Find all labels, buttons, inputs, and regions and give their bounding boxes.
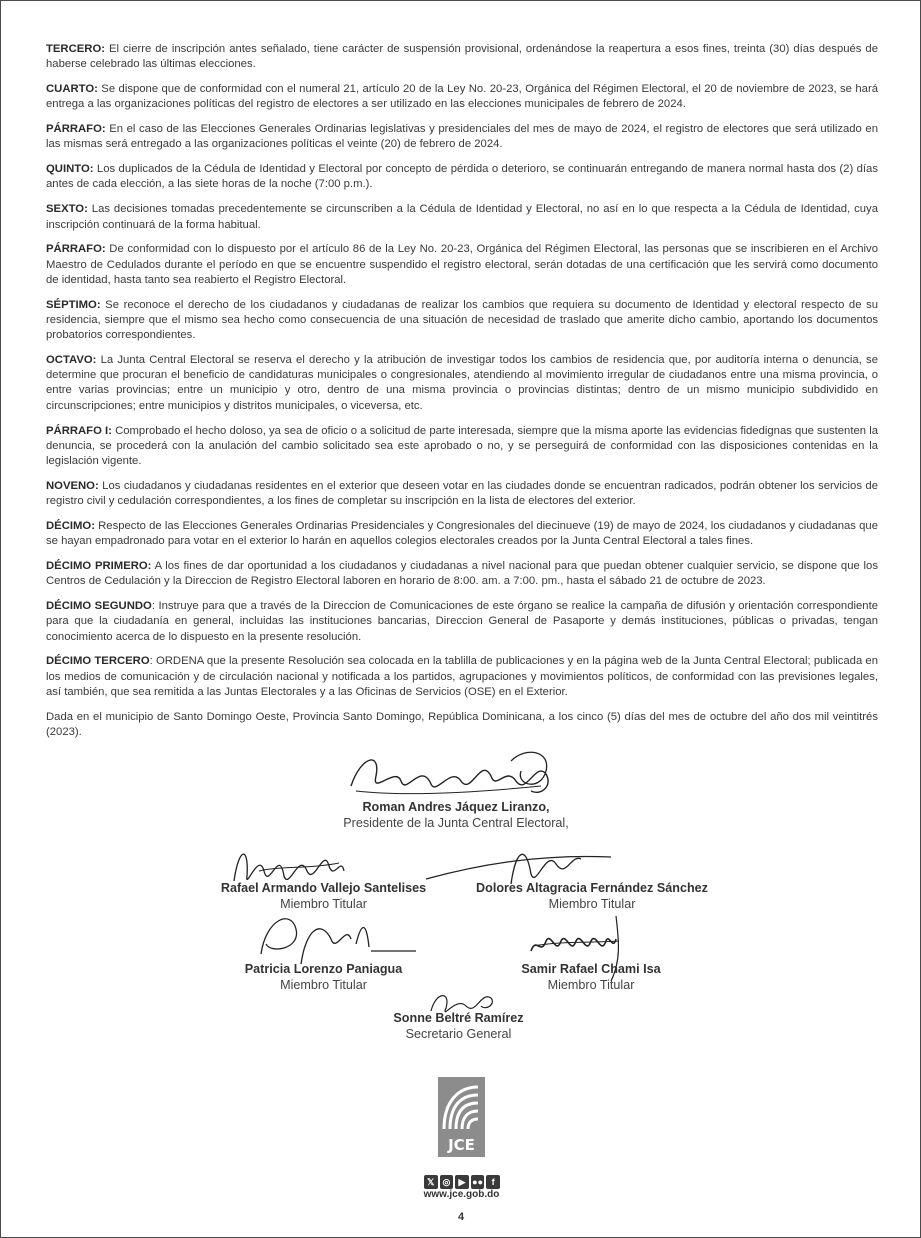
article-text: De conformidad con lo dispuesto por el artículo 86 de la Ley No. 20-23, Orgánica del Régimen Electoral, las personas que se inscribieren en el Archivo Maestro de Cedulados durante el período en que se encuentre suspendido el registro electoral, serán dotadas de una certificación que les servirá como documento de identidad, hasta tanto sea reabierto el Registro Electoral. (46, 243, 878, 286)
article-text: : Instruye para que a través de la Direccion de Comunicaciones de este órgano se realice la campaña de difusión y orientación correspondiente para que la ciudadanía en general, incluidas las instituciones bancarias, Direccion General de Pasaporte y demás instituciones, públicas o privadas, tengan conocimiento acerca de lo dispuesto en la presente resolución. (46, 600, 878, 643)
article-text: Respecto de las Elecciones Generales Ordinarias Presidenciales y Congresionales del diecinueve (19) de mayo de 2024, los ciudadanos y ciudadanas que se hayan empadronado para votar en el exterior lo harán en aquellos colegios electorales creados por la Junta Central Electoral a tales fines. (46, 519, 878, 548)
signatory-role: Presidente de la Junta Central Electoral, (343, 816, 569, 830)
article-text: Comprobado el hecho doloso, ya sea de oficio o a solicitud de parte interesada, siempre que la misma aporte las evidencias fidedignas que sustenten la denuncia, se procederá con la anulación del cambio solicitado sea este aprobado o no, y se perseguirá de conformidad con las disposiciones contenidas en la legislación vigente. (46, 424, 878, 467)
resolution-paragraph (46, 424, 878, 470)
resolution-paragraph (46, 654, 878, 700)
logo-text: JCE (448, 1136, 475, 1154)
signatory-role: Miembro Titular (280, 897, 367, 911)
article-label: DÉCIMO PRIMERO: (46, 560, 152, 573)
article-text: La Junta Central Electoral se reserva el derecho y la atribución de investigar todos los cambios de residencia que, por auditoría interna o denuncia, se determine que procuran el beneficio de candidaturas municipales o congresionales, atendiendo al movimiento irregular de ciudadanos entre una misma provincia, o entre varias provincias; entre un municipio y otro, dentro de una misma provincia o provincias distintas; dentro de un mismo municipio subdividido en circunscripciones; entre municipios y distritos municipales, o viceversa, etc. (46, 354, 878, 412)
website-url[interactable]: www.jce.gob.do (423, 1189, 500, 1200)
resolution-paragraph (46, 559, 878, 589)
signatory-president (301, 799, 611, 831)
resolution-paragraph (46, 710, 878, 740)
signatory-role: Secretario General (405, 1027, 512, 1041)
resolution-paragraph (46, 599, 878, 645)
article-text: Los ciudadanos y ciudadanas residentes en el exterior que deseen votar en las ciudades donde se encuentran radicados, podrán obtener los servicios de registro civil y cedulación correspondientes, a los fines de completar su inscripción en la lista de electores del exterior. (46, 479, 878, 508)
x-icon[interactable]: 𝕏 (424, 1175, 438, 1189)
facebook-icon[interactable]: f (486, 1175, 500, 1189)
article-text: : ORDENA que la presente Resolución sea colocada en la tablilla de publicaciones y en la página web de la Junta Central Electoral; publicada en los medios de comunicación y de circulación nacional y notificada a los partidos, agrupaciones y movimientos políticos, de conformidad con las previsiones legales, así también, que sea remitida a las Juntas Electorales y a las Oficinas de Servicios (OSE) en el Exterior. (46, 655, 879, 698)
page-number: 4 (457, 1211, 465, 1223)
social-links (424, 1175, 500, 1189)
resolution-body (46, 42, 878, 750)
signatory-role: Miembro Titular (547, 978, 635, 992)
article-label: TERCERO: (46, 43, 105, 55)
article-label: DÉCIMO: (46, 519, 95, 532)
article-text: Se dispone que de conformidad con el numeral 21, artículo 20 de la Ley No. 20-23, Orgánica del Régimen Electoral, el 20 de noviembre de 2023, se hará entrega a las organizaciones políticas del registro de electores a ser utilizado en las elecciones municipales de febrero de 2024. (46, 83, 878, 111)
resolution-paragraph (46, 122, 878, 152)
flickr-icon[interactable]: ●● (472, 1177, 484, 1187)
article-label: DÉCIMO SEGUNDO (46, 600, 152, 613)
signatory-name: Samir Rafael Chami Isa (521, 962, 661, 976)
article-text: Se reconoce el derecho de los ciudadanos y ciudadanas de realizar los cambios que requiera su documento de Identidad y electoral respecto de su residencia, siempre que el mismo sea hecho como consecuencia de una situación de necesidad de traslado que amerite dicho cambio, aportando los documentos probatorios correspondientes. (46, 298, 878, 342)
article-text: En el caso de las Elecciones Generales Ordinarias legislativas y presidenciales del mes de mayo de 2024, el registro de electores que será utilizado en las mismas será entregado a las organizaciones políticas el veinte (20) de febrero de 2024. (46, 123, 878, 151)
article-text: Los duplicados de la Cédula de Identidad y Electoral por concepto de pérdida o deterioro, se continuarán entregando de manera normal hasta dos (2) días antes de cada elección, a las siete horas de la noche (7:00 p.m.). (46, 163, 878, 191)
signatory-name: Patricia Lorenzo Paniagua (244, 962, 403, 976)
signatory-role: Miembro Titular (280, 978, 367, 992)
signatory-secretary (361, 1010, 556, 1042)
signature-member3 (251, 909, 421, 969)
article-label: SEXTO: (46, 203, 88, 216)
article-label: PÁRRAFO: (46, 243, 106, 256)
article-label: DÉCIMO TERCERO (46, 655, 150, 668)
resolution-paragraph (46, 82, 878, 112)
article-label: CUARTO: (46, 83, 98, 96)
signatory-name: Dolores Altagracia Fernández Sánchez (476, 881, 708, 895)
jce-logo (438, 1077, 485, 1157)
signatory-member3 (216, 961, 431, 993)
resolution-paragraph (46, 353, 878, 414)
resolution-paragraph (46, 298, 878, 344)
article-text: El cierre de inscripción antes señalado, tiene carácter de suspensión provisional, ordenándose la reapertura a esos fines, treinta (30) días después de haberse celebrado las últimas elecciones. (46, 43, 878, 71)
article-label: NOVENO: (46, 479, 99, 492)
resolution-paragraph (46, 202, 878, 232)
article-label: QUINTO: (46, 163, 94, 176)
article-label: PÁRRAFO I: (46, 424, 112, 437)
article-label: OCTAVO: (46, 354, 97, 367)
resolution-paragraph (46, 479, 878, 509)
signatory-name: Sonne Beltré Ramírez (393, 1011, 524, 1025)
instagram-icon[interactable]: ◎ (440, 1175, 454, 1189)
article-text: Las decisiones tomadas precedentemente se circunscriben a la Cédula de Identidad y Electoral, no así en lo que respecta a la Cédula de Identidad, cuya inscripción continuará de la forma habitual. (46, 203, 878, 231)
signatory-name: Roman Andres Jáquez Liranzo, (362, 800, 550, 814)
article-label: PÁRRAFO: (46, 123, 106, 136)
resolution-paragraph (46, 242, 878, 288)
article-label: SÉPTIMO: (46, 298, 101, 311)
signatory-role: Miembro Titular (548, 897, 636, 911)
resolution-paragraph (46, 162, 878, 192)
signatory-member1 (196, 880, 451, 912)
article-text: A los fines de dar oportunidad a los ciudadanos y ciudadanas a nivel nacional para que puedan obtener cualquier servicio, se dispone que los Centros de Cedulación y la Direccion de Registro Electoral laboren en horario de 8:00. am. a 7:00. pm., hasta el sábado 21 de octubre de 2023. (46, 560, 878, 588)
article-text: Dada en el municipio de Santo Domingo Oeste, Provincia Santo Domingo, República Dominicana, a los cinco (5) días del mes de octubre del año dos mil veintitrés (2023). (46, 710, 878, 738)
resolution-paragraph (46, 519, 878, 549)
signatory-member2 (456, 880, 728, 912)
signatory-name: Rafael Armando Vallejo Santelises (220, 881, 427, 895)
signatory-member4 (491, 961, 691, 993)
youtube-icon[interactable]: ▶ (455, 1175, 469, 1189)
resolution-paragraph (46, 42, 878, 72)
